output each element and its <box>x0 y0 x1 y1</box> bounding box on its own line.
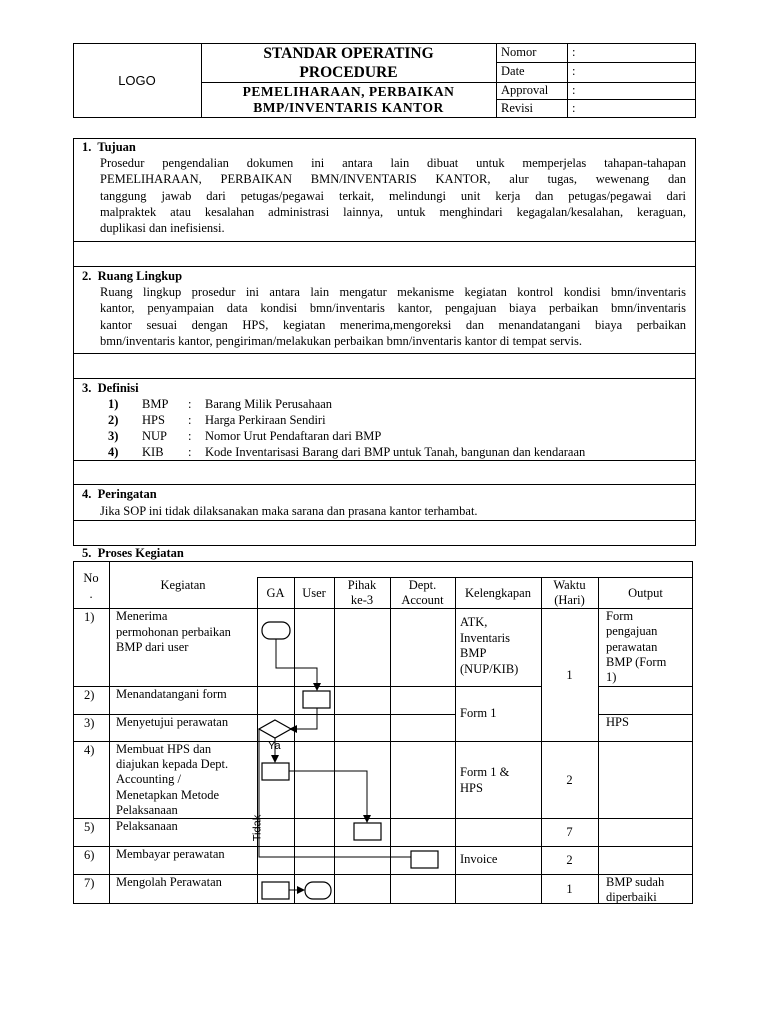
row-no: 5) <box>84 820 95 834</box>
col-no-header: No . <box>83 571 99 601</box>
output-cell: HPS <box>606 715 629 729</box>
row-no: 4) <box>84 743 95 757</box>
row-no: 6) <box>84 848 95 862</box>
kegiatan-cell: Menerima permohonan perbaikan BMP dari user <box>116 609 231 654</box>
proses-heading: 5. Proses Kegiatan <box>82 546 184 560</box>
waktu-cell: 1 <box>566 668 573 682</box>
meta-nomor-label: Nomor <box>501 45 537 59</box>
meta-date-value: : <box>572 64 576 78</box>
label-ya: Ya <box>268 740 281 752</box>
flow-line <box>289 771 367 822</box>
tujuan-heading: 1. Tujuan <box>82 140 136 154</box>
kegiatan-cell: Mengolah Perawatan <box>116 875 222 889</box>
output-cell: Form pengajuan perawatan BMP (Form 1) <box>606 609 667 685</box>
kegiatan-cell: Membayar perawatan <box>116 847 225 861</box>
sop-subtitle: PEMELIHARAAN, PERBAIKAN BMP/INVENTARIS KANTOR <box>242 84 455 115</box>
output-cell: BMP sudah diperbaiki <box>606 875 665 905</box>
kelengkapan-cell: Form 1 & HPS <box>460 765 510 795</box>
process-box-user <box>303 691 330 708</box>
meta-approval-value: : <box>572 83 576 97</box>
process-box-ga <box>262 763 289 780</box>
meta-nomor-value: : <box>572 45 576 59</box>
col-kelengkapan-header: Kelengkapan <box>465 586 531 600</box>
decision-diamond <box>259 720 291 738</box>
definisi-item: 4) KIB : Kode Inventarisasi Barang dari BMP untuk Tanah, bangunan dan kendaraan <box>108 445 586 459</box>
start-terminator <box>262 622 290 639</box>
logo: LOGO <box>118 73 156 88</box>
definisi-item: 3) NUP : Nomor Urut Pendaftaran dari BMP <box>108 429 382 443</box>
row-no: 7) <box>84 876 95 890</box>
col-output-header: Output <box>628 586 663 600</box>
waktu-cell: 1 <box>566 882 573 896</box>
sop-title: STANDAR OPERATING PROCEDURE <box>263 45 434 81</box>
kelengkapan-cell: Form 1 <box>460 706 497 720</box>
kegiatan-cell: Menyetujui perawatan <box>116 715 229 729</box>
definisi-heading: 3. Definisi <box>82 381 139 395</box>
definisi-item: 1) BMP : Barang Milik Perusahaan <box>108 397 333 411</box>
kelengkapan-cell: ATK, Inventaris BMP (NUP/KIB) <box>460 615 519 676</box>
peringatan-heading: 4. Peringatan <box>82 487 157 501</box>
row-no: 3) <box>84 716 95 730</box>
process-box-ga-final <box>262 882 289 899</box>
label-tidak: Tidak <box>251 814 264 842</box>
waktu-cell: 2 <box>566 853 573 867</box>
meta-approval-label: Approval <box>501 83 549 97</box>
meta-date-label: Date <box>501 64 525 78</box>
definisi-item: 2) HPS : Harga Perkiraan Sendiri <box>108 413 326 427</box>
ruang-heading: 2. Ruang Lingkup <box>82 269 183 283</box>
col-user-header: User <box>302 586 326 600</box>
tujuan-text: Prosedur pengendalian dokumen ini antara lain dibuat untuk memperjelas tahapan-tahapan PEMELIHARAAN, PERBAIKAN BMN/INVENTARIS KANTOR, alur tugas, wewenang dan tanggung jawab dari petugas/pegawai terkait, melindungi unit kerja dan petugas/pegawai dari malpraktek atau kesalahan administrasi lainnya, untuk menghindari kegagalan/kesalahan, keraguan, duplikasi dan inefisiensi. <box>100 156 686 236</box>
kegiatan-cell: Menandatangani form <box>116 687 227 701</box>
process-box-pihak <box>354 823 381 840</box>
flow-line <box>259 729 411 857</box>
kegiatan-cell: Pelaksanaan <box>116 819 178 833</box>
flow-line <box>276 639 317 690</box>
kegiatan-cell: Membuat HPS dan diajukan kepada Dept. Accounting / Menetapkan Metode Pelaksanaan <box>116 742 229 817</box>
meta-revisi-value: : <box>572 101 576 115</box>
process-box-dept <box>411 851 438 868</box>
peringatan-text: Jika SOP ini tidak dilaksanakan maka sarana dan prasana kantor terhambat. <box>100 504 478 518</box>
kelengkapan-cell: Invoice <box>460 852 498 866</box>
end-terminator <box>305 882 331 899</box>
col-dept-header: Dept. Account <box>401 578 444 607</box>
col-ga-header: GA <box>266 586 285 600</box>
row-no: 1) <box>84 610 95 624</box>
col-pihak-header: Pihak ke-3 <box>347 578 377 607</box>
meta-revisi-label: Revisi <box>501 101 533 115</box>
flow-line <box>290 708 317 729</box>
waktu-cell: 2 <box>566 773 573 787</box>
ruang-text: Ruang lingkup prosedur ini antara lain mengatur mekanisme kegiatan kontrol kondisi bmn/inventaris kantor, penyampaian data kondisi bmn/inventaris kantor, pengajuan biaya perbaikan bmn/inventaris kantor sesuai dengan HPS, kegiatan menerima,mengoreksi dan menandatangani biaya perbaikan bmn/inventaris kantor, pengiriman/melakukan perbaikan bmn/inventaris kantor di tempat servis. <box>100 285 686 348</box>
row-no: 2) <box>84 688 95 702</box>
waktu-cell: 7 <box>566 825 573 839</box>
col-kegiatan-header: Kegiatan <box>160 578 206 592</box>
col-waktu-header: Waktu (Hari) <box>553 578 586 607</box>
